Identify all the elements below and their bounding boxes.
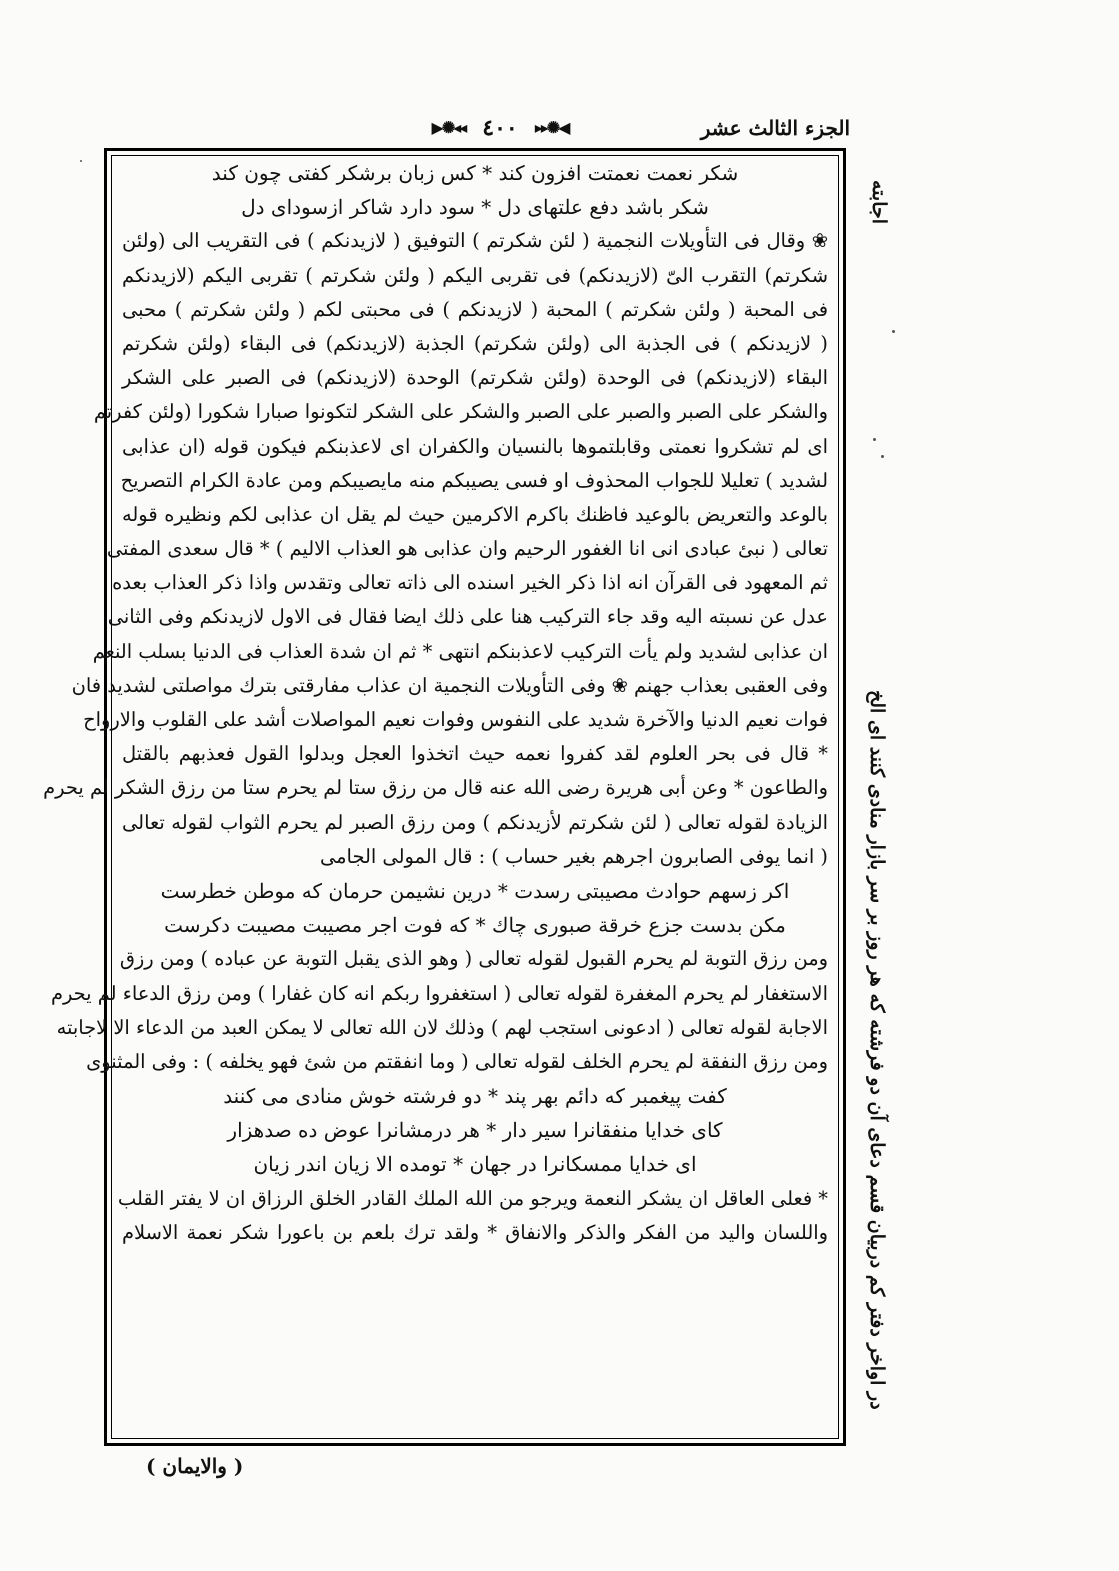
prose-line: فى المحبة ( ولئن شكرتم ) المحبة ( لازيدنكم ) فى محبتى لكم ( ولئن شكرتم ) محبى	[122, 297, 828, 321]
prose-line: الاستغفار لم يحرم المغفرة لقوله تعالى ( استغفروا ربكم انه كان غفارا ) ومن رزق الدعاء لم يحرم	[50, 981, 828, 1005]
page-number-group	[150, 114, 850, 141]
ink-speck	[892, 330, 895, 333]
prose-line: تعالى ( نبئ عبادى انى انا الغفور الرحيم وان عذابى هو العذاب الاليم ) * قال سعدى المفتى	[106, 537, 828, 561]
prose-line: شكرتم) التقرب الىّ (لازيدنكم) فى تقربى اليكم ( ولئن شكرتم ) تقربى اليكم (لازيدنكم	[122, 263, 828, 287]
ink-speck	[873, 438, 876, 441]
margin-note-upper: اجابته	[868, 180, 890, 225]
verse-line: اى خدايا ممسكانرا در جهان * تومده الا زيان اندر زيان	[253, 1152, 697, 1177]
prose-line: * قال فى بحر العلوم لقد كفروا نعمه حيث اتخذوا العجل وبدلوا القول فعذبهم بالقتل	[122, 742, 828, 766]
right-ornament: ◂◂✺▶	[431, 118, 466, 137]
prose-line: الاجابة لقوله تعالى ( ادعونى استجب لهم ) وذلك لان الله تعالى لا يمكن العبد من الدعاء الا لاجابته	[56, 1015, 828, 1039]
text-body	[43, 156, 828, 1438]
catchword: ( والايمان )	[146, 1454, 244, 1478]
prose-line: بالوعد والتعريض بالوعيد فاظنك باكرم الاكرمين حيث لم يقل ان عذابى لكم ونظيره قوله	[122, 502, 828, 526]
left-ornament: ◀✺▸▸	[534, 118, 569, 137]
prose-line: اى لم تشكروا نعمتى وقابلتموها بالنسيان والكفران اى لاعذبنكم فيكون قوله (ان عذابى	[122, 434, 828, 458]
prose-line: ومن رزق النفقة لم يحرم الخلف لقوله تعالى ( وما انفقتم من شئ فهو يخلفه ) : وفى المثنوى	[86, 1049, 828, 1073]
prose-line: الزيادة لقوله تعالى ( لئن شكرتم لأزيدنكم ) ومن رزق الصبر لم يحرم الثواب لقوله تعالى	[122, 810, 828, 834]
running-head	[150, 112, 850, 146]
ink-speck	[881, 455, 884, 458]
verse-line: كفت پيغمبر كه دائم بهر پند * دو فرشته خوش منادى مى كنند	[223, 1084, 727, 1109]
prose-line: ( انما يوفى الصابرون اجرهم بغير حساب ) : قال المولى الجامى	[319, 844, 828, 868]
verse-line: كاى خدايا منفقانرا سير دار * هر درمشانرا عوض ده صدهزار	[227, 1118, 723, 1143]
prose-line: ان عذابى لشديد ولم يأت التركيب لاعذبنكم انتهى * ثم ان شدة العذاب فى الدنيا بسلب النعم	[92, 639, 828, 663]
prose-line: ومن رزق التوبة لم يحرم القبول لقوله تعالى ( وهو الذى يقبل التوبة عن عباده ) ومن رزق	[119, 947, 828, 971]
ink-speck	[80, 160, 82, 162]
prose-line: والطاعون * وعن أبى هريرة رضى الله عنه قال من رزق ستا لم يحرم ستا من رزق الشكر لم يحرم	[43, 776, 828, 800]
prose-line: والشكر على الصبر والصبر على الصبر والشكر على الشكر لتكونوا صبارا شكورا (ولئن كفرتم	[93, 400, 828, 424]
prose-line: واللسان واليد من الفكر والذكر والانفاق * ولقد ترك بلعم بن باعورا شكر نعمة الاسلام	[122, 1220, 828, 1244]
verse-line: مكن بدست جزع خرقة صبورى چاك * كه فوت اجر مصيبت مصيبت دكرست	[164, 913, 786, 938]
verse-line: شكر نعمت نعمتت افزون كند * كس زبان برشكر كفتى چون كند	[211, 161, 739, 185]
prose-line: عدل عن نسبته اليه وقد جاء التركيب هنا على ذلك ايضا فقال فى الاول لازيدنكم وفى الثانى	[107, 605, 828, 629]
prose-line: البقاء (لازيدنكم) فى الوحدة (ولئن شكرتم) الوحدة (لازيدنكم) فى الصبر على الشكر	[122, 366, 828, 390]
prose-line: ❀ وقال فى التأويلات النجمية ( لئن شكرتم ) التوفيق ( لازيدنكم ) فى التقريب الى (ولئن	[122, 229, 828, 253]
verse-line: اكر زسهم حوادث مصيبتى رسدت * درين نشيمن حرمان كه موطن خطرست	[160, 878, 790, 903]
page-number: ٤٠٠	[482, 114, 518, 141]
verse-line: شكر باشد دفع علتهاى دل * سود دارد شاكر ازسوداى دل	[241, 195, 709, 220]
prose-line: وفى العقبى بعذاب جهنم ❀ وفى التأويلات النجمية ان عذاب مفارقتى بترك مواصلتى لشديد فان	[71, 673, 828, 697]
margin-note-lower: در اواخر دفتر كم دربيان قسم دعاى آن دو فرشته كه هر روز بر سر بازار منادى كنند اى الخ	[866, 690, 888, 1410]
prose-line: فوات نعيم الدنيا والآخرة شديد على النفوس وفوات نعيم المواصلات أشد على القلوب والارواح	[83, 708, 828, 731]
prose-line: ثم المعهود فى القرآن انه اذا ذكر الخير اسنده الى ذاته تعالى وتقدس واذا ذكر العذاب بعده	[112, 571, 828, 595]
prose-line: ( لازيدنكم ) فى الجذبة الى (ولئن شكرتم) الجذبة (لازيدنكم) فى البقاء (ولئن شكرتم	[122, 331, 828, 355]
book-part-label: الجزء الثالث عشر	[700, 116, 850, 140]
prose-line: لشديد ) تعليلا للجواب المحذوف او فسى يصيبكم منه مايصيبكم ومن عادة الكرام التصريح	[120, 468, 828, 492]
prose-line: * فعلى العاقل ان يشكر النعمة ويرجو من الله الملك القادر الخلق الرزاق ان لا يفتر القلب	[117, 1186, 828, 1210]
